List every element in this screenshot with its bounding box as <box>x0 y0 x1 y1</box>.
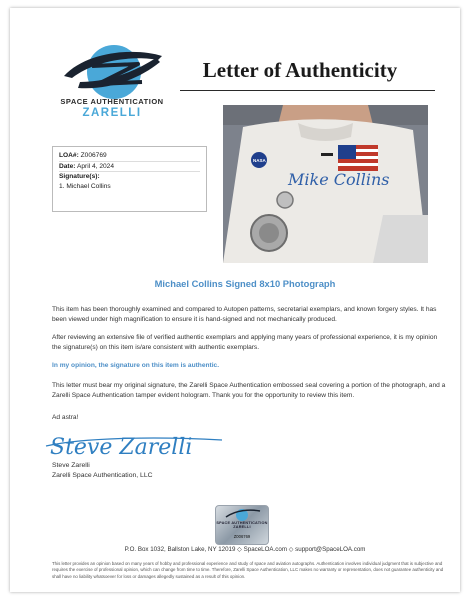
signer-block <box>52 461 153 481</box>
loa-value: Z006769 <box>80 152 107 159</box>
date-row <box>59 162 200 173</box>
brand-line-2: ZARELLI <box>82 107 142 119</box>
loa-info-box <box>52 146 207 212</box>
brand-line-1: SPACE AUTHENTICATION <box>60 97 164 106</box>
signatures-label: Signature(s): <box>59 173 100 181</box>
hologram-code: Z006769 <box>233 534 251 539</box>
loa-label: LOA#: <box>59 152 79 159</box>
paragraph-opinion: After reviewing an extensive file of verified authentic exemplars and applying many years of professional experience, it is my opinion the signature(s) on this item is/are consistent with authentic exemplars. <box>52 334 438 352</box>
contact-footer: P.O. Box 1032, Ballston Lake, NY 12019 ◇ SpaceLOA.com ◇ support@SpaceLOA.com <box>124 546 366 553</box>
loa-row <box>59 151 200 162</box>
date-label: Date: <box>59 162 76 170</box>
paragraph-requirements: This letter must bear my original signature, the Zarelli Space Authentication embossed seal covering a portion of the photograph, and a Zarelli Space Authentication tamper evident hologram. Thank you for the opportunity to review this item. <box>52 382 446 400</box>
paragraph-examination: This item has been thoroughly examined and compared to Autopen patterns, secretarial exemplars, and known forgery styles. It has been viewed under high magnification to ensure it is hand-signed and not mechanically produced. <box>52 306 437 324</box>
title-divider <box>180 90 435 91</box>
item-subtitle: Michael Collins Signed 8x10 Photograph <box>154 278 336 289</box>
paragraph-closing: Ad astra! <box>52 414 79 421</box>
signature-item: 1. Michael Collins <box>59 182 111 190</box>
svg-text:NASA: NASA <box>253 158 266 163</box>
signer-name: Steve Zarelli <box>52 462 90 469</box>
signer-company: Zarelli Space Authentication, LLC <box>52 472 153 480</box>
handwritten-signature <box>42 424 232 464</box>
paragraph-authentic: In my opinion, the signature on this item is authentic. <box>52 362 220 369</box>
letter-sheet <box>10 8 460 592</box>
disclaimer-fine-print: This letter provides an opinion based on many years of hobby and professional experience and study of space and aviation autographs. Authentication involves individual judgment that is subjective and requires the exercise of professional opinion, which can change from time to time. Therefore, Zarelli Space Authentication, LLC makes no warranty or representation, does not guarantee authenticity and shall have no liability whatsoever for loss or damages allegedly sustained as a result of this opinion. <box>52 561 444 579</box>
hologram-text: SPACE AUTHENTICATION ZARELLI <box>216 521 268 529</box>
astronaut-photo <box>223 105 428 263</box>
hologram-seal <box>215 505 269 545</box>
date-value: April 4, 2024 <box>76 162 114 170</box>
signature-script: Steve Zarelli <box>50 435 193 460</box>
photo-autograph: Mike Collins <box>288 170 390 189</box>
page-title: Letter of Authenticity <box>202 58 398 82</box>
